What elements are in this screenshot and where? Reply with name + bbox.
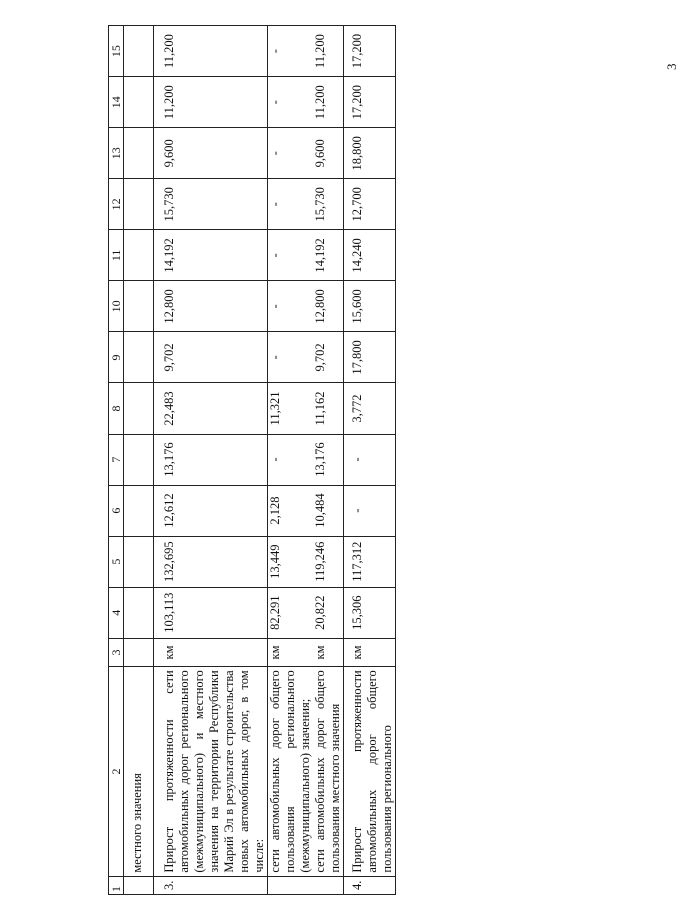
col-header: 15 — [109, 26, 124, 77]
row-value: 11,200 — [313, 77, 344, 128]
column-number-row — [109, 26, 124, 895]
row-value: 13,176 — [313, 434, 344, 485]
row-value: - — [268, 26, 314, 77]
row-value: 17,200 — [344, 26, 396, 77]
row-value: 11,200 — [154, 26, 268, 77]
section-label: местного значения — [124, 667, 154, 876]
col-header: 10 — [109, 281, 124, 332]
row-value: 9,600 — [313, 128, 344, 179]
row-value: 13,449 — [268, 536, 314, 587]
row-value: 132,695 — [154, 536, 268, 587]
row-value: 119,246 — [313, 536, 344, 587]
row-name: Прирост протяженности сети автомобильных дорог регионального (межмуниципального) и местного значения на территории Республики Марий Эл в результате строительства новых автомобильных дорог, в том числе: — [154, 667, 268, 876]
col-header: 8 — [109, 383, 124, 434]
row-value: - — [268, 230, 314, 281]
col-header: 14 — [109, 77, 124, 128]
row-value: 9,702 — [313, 332, 344, 383]
table-row — [154, 26, 268, 895]
row-unit: км — [268, 638, 314, 667]
row-value: 22,483 — [154, 383, 268, 434]
row-value: - — [268, 128, 314, 179]
row-number: 3. — [154, 876, 268, 894]
row-value: 9,600 — [154, 128, 268, 179]
col-header: 3 — [109, 638, 124, 667]
col-header: 6 — [109, 485, 124, 536]
row-number: 4. — [344, 876, 396, 894]
row-value: 11,162 — [313, 383, 344, 434]
row-value: 11,200 — [313, 26, 344, 77]
row-value: 9,702 — [154, 332, 268, 383]
row-value: 15,730 — [313, 179, 344, 230]
col-header: 9 — [109, 332, 124, 383]
row-value: 3,772 — [344, 383, 396, 434]
table-body — [109, 26, 396, 895]
row-value: 14,240 — [344, 230, 396, 281]
row-value: - — [344, 485, 396, 536]
row-value: 17,800 — [344, 332, 396, 383]
col-header: 4 — [109, 587, 124, 638]
row-value: 103,113 — [154, 587, 268, 638]
col-header: 11 — [109, 230, 124, 281]
row-value: 2,128 — [268, 485, 314, 536]
row-value: - — [268, 179, 314, 230]
row-value: - — [268, 434, 314, 485]
page-number: 3 — [664, 63, 679, 70]
row-value: - — [268, 281, 314, 332]
row-value: 12,800 — [154, 281, 268, 332]
table-row — [313, 26, 344, 895]
row-value: 10,484 — [313, 485, 344, 536]
row-unit: км — [313, 638, 344, 667]
row-value: 11,321 — [268, 383, 314, 434]
row-name: сети автомобильных дорог общего пользования местного значения — [313, 667, 344, 876]
data-table — [108, 25, 396, 895]
row-value: - — [344, 434, 396, 485]
row-value: 15,306 — [344, 587, 396, 638]
row-value: 82,291 — [268, 587, 314, 638]
row-value: 11,200 — [154, 77, 268, 128]
row-value: 12,800 — [313, 281, 344, 332]
row-value: 12,612 — [154, 485, 268, 536]
col-header: 12 — [109, 179, 124, 230]
row-value: 15,730 — [154, 179, 268, 230]
section-row — [124, 26, 154, 895]
row-value: 20,822 — [313, 587, 344, 638]
row-value: 117,312 — [344, 536, 396, 587]
row-name: Прирост протяженности автомобильных дорог общего пользования регионального — [344, 667, 396, 876]
row-value: 18,800 — [344, 128, 396, 179]
row-value: 12,700 — [344, 179, 396, 230]
col-header: 7 — [109, 434, 124, 485]
table-row — [344, 26, 396, 895]
row-name: сети автомобильных дорог общего пользования регионального (межмуниципального) значения; — [268, 667, 314, 876]
col-header: 5 — [109, 536, 124, 587]
row-value: - — [268, 332, 314, 383]
table-row — [268, 26, 314, 895]
row-number — [268, 876, 314, 894]
col-header: 2 — [109, 667, 124, 876]
col-header: 1 — [109, 876, 124, 894]
row-unit: км — [344, 638, 396, 667]
row-value: 15,600 — [344, 281, 396, 332]
row-value: 17,200 — [344, 77, 396, 128]
row-number — [313, 876, 344, 894]
col-header: 13 — [109, 128, 124, 179]
row-unit: км — [154, 638, 268, 667]
row-value: 13,176 — [154, 434, 268, 485]
row-value: 14,192 — [313, 230, 344, 281]
row-value: - — [268, 77, 314, 128]
row-value: 14,192 — [154, 230, 268, 281]
